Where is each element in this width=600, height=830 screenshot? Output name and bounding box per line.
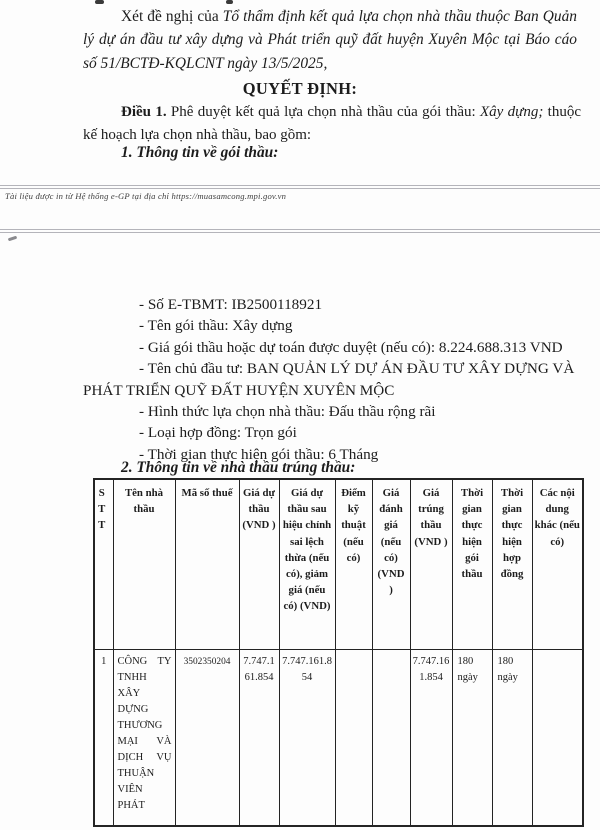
col-header-stt: STT [94, 479, 113, 649]
col-header-bid-price: Giá dự thầu (VND ) [239, 479, 279, 649]
col-header-technical-score: Điểm kỹ thuật (nếu có) [335, 479, 372, 649]
preamble-lead: Xét đề nghị của [121, 8, 223, 25]
package-info-investor: - Tên chủ đầu tư: BAN QUẢN LÝ DỰ ÁN ĐẦU TƯ XÂY DỰNG VÀ PHÁT TRIỂN QUỸ ĐẤT HUYỆN XUYÊN MỘC [83, 360, 575, 399]
package-info-price: - Giá gói thầu hoặc dự toán được duyệt (nếu có): 8.224.688.313 VND [139, 338, 563, 356]
package-info-duration: - Thời gian thực hiện gói thầu: 6 Tháng [139, 445, 379, 463]
article1-label: Điều 1. [121, 104, 167, 120]
preamble-paragraph [83, 5, 577, 75]
cell-bid-price: 7.747.161.854 [239, 649, 279, 826]
cutoff-text-fragment [226, 0, 233, 4]
cell-stt: 1 [94, 649, 113, 826]
package-info-etbmt: - Số E-TBMT: IB2500118921 [139, 296, 323, 313]
preamble-body: Tổ thẩm định kết quả lựa chọn nhà thầu thuộc Ban Quản lý dự án đầu tư xây dựng và Phát triển quỹ đất huyện Xuyên Mộc tại Báo cáo số 51/BCTĐ-KQLCNT ngày 13/5/2025, [83, 8, 578, 72]
article1-text-before: Phê duyệt kết quả lựa chọn nhà thầu của gói thầu: [166, 104, 480, 120]
cell-technical-score [335, 649, 372, 826]
package-info-list [83, 294, 580, 465]
package-name: Xây dựng; [480, 104, 544, 120]
col-header-package-duration: Thời gian thực hiện gói thầu [452, 479, 492, 649]
winner-table [93, 478, 584, 827]
cell-contractor-name: CÔNG TY TNHH XÂY DỰNG THƯƠNG MẠI VÀ DỊCH VỤ THUẬN VIÊN PHÁT [113, 649, 175, 826]
section2-heading: 2. Thông tin về nhà thầu trúng thầu: [121, 459, 356, 476]
section1-heading: 1. Thông tin về gói thầu: [121, 144, 279, 161]
cell-winning-price: 7.747.161.854 [410, 649, 452, 826]
cell-other [532, 649, 583, 826]
cell-tax-code: 3502350204 [175, 649, 239, 826]
winner-table-container [93, 478, 584, 827]
table-row [94, 649, 583, 826]
col-header-tax-code: Mã số thuế [175, 479, 239, 649]
col-header-winning-price: Giá trúng thầu (VND ) [410, 479, 452, 649]
table-header-row [94, 479, 583, 649]
package-info-name: - Tên gói thầu: Xây dựng [139, 317, 293, 335]
stray-ink-mark [8, 236, 17, 242]
decision-heading: QUYẾT ĐỊNH: [242, 79, 358, 98]
egp-print-footer: Tài liệu được in từ Hệ thống e-GP tại địa chỉ https://muasamcong.mpi.gov.vn [5, 191, 287, 201]
package-info-method: - Hình thức lựa chọn nhà thầu: Đấu thầu rộng rãi [139, 403, 436, 421]
col-header-other: Các nội dung khác (nếu có) [532, 479, 583, 649]
cell-evaluated-price [372, 649, 410, 826]
col-header-contractor-name: Tên nhà thầu [113, 479, 175, 649]
page-break-rule-bottom [0, 229, 600, 233]
article1-paragraph [83, 101, 581, 147]
article1-text-after: thuộc kế hoạch lựa chọn nhà thầu, bao gồm: [83, 104, 582, 144]
col-header-evaluated-price: Giá đánh giá (nếu có) (VND ) [372, 479, 410, 649]
cell-package-duration: 180 ngày [452, 649, 492, 826]
cell-contract-duration: 180 ngày [492, 649, 532, 826]
package-info-contract-type: - Loại hợp đồng: Trọn gói [139, 424, 297, 442]
col-header-adjusted-price: Giá dự thầu sau hiệu chỉnh sai lệch thừa (nếu có), giảm giá (nếu có) (VND) [279, 479, 335, 649]
cell-adjusted-price: 7.747.161.854 [279, 649, 335, 826]
col-header-contract-duration: Thời gian thực hiện hợp đồng [492, 479, 532, 649]
page-break-rule-top [0, 185, 600, 189]
cutoff-text-fragment [95, 0, 104, 4]
